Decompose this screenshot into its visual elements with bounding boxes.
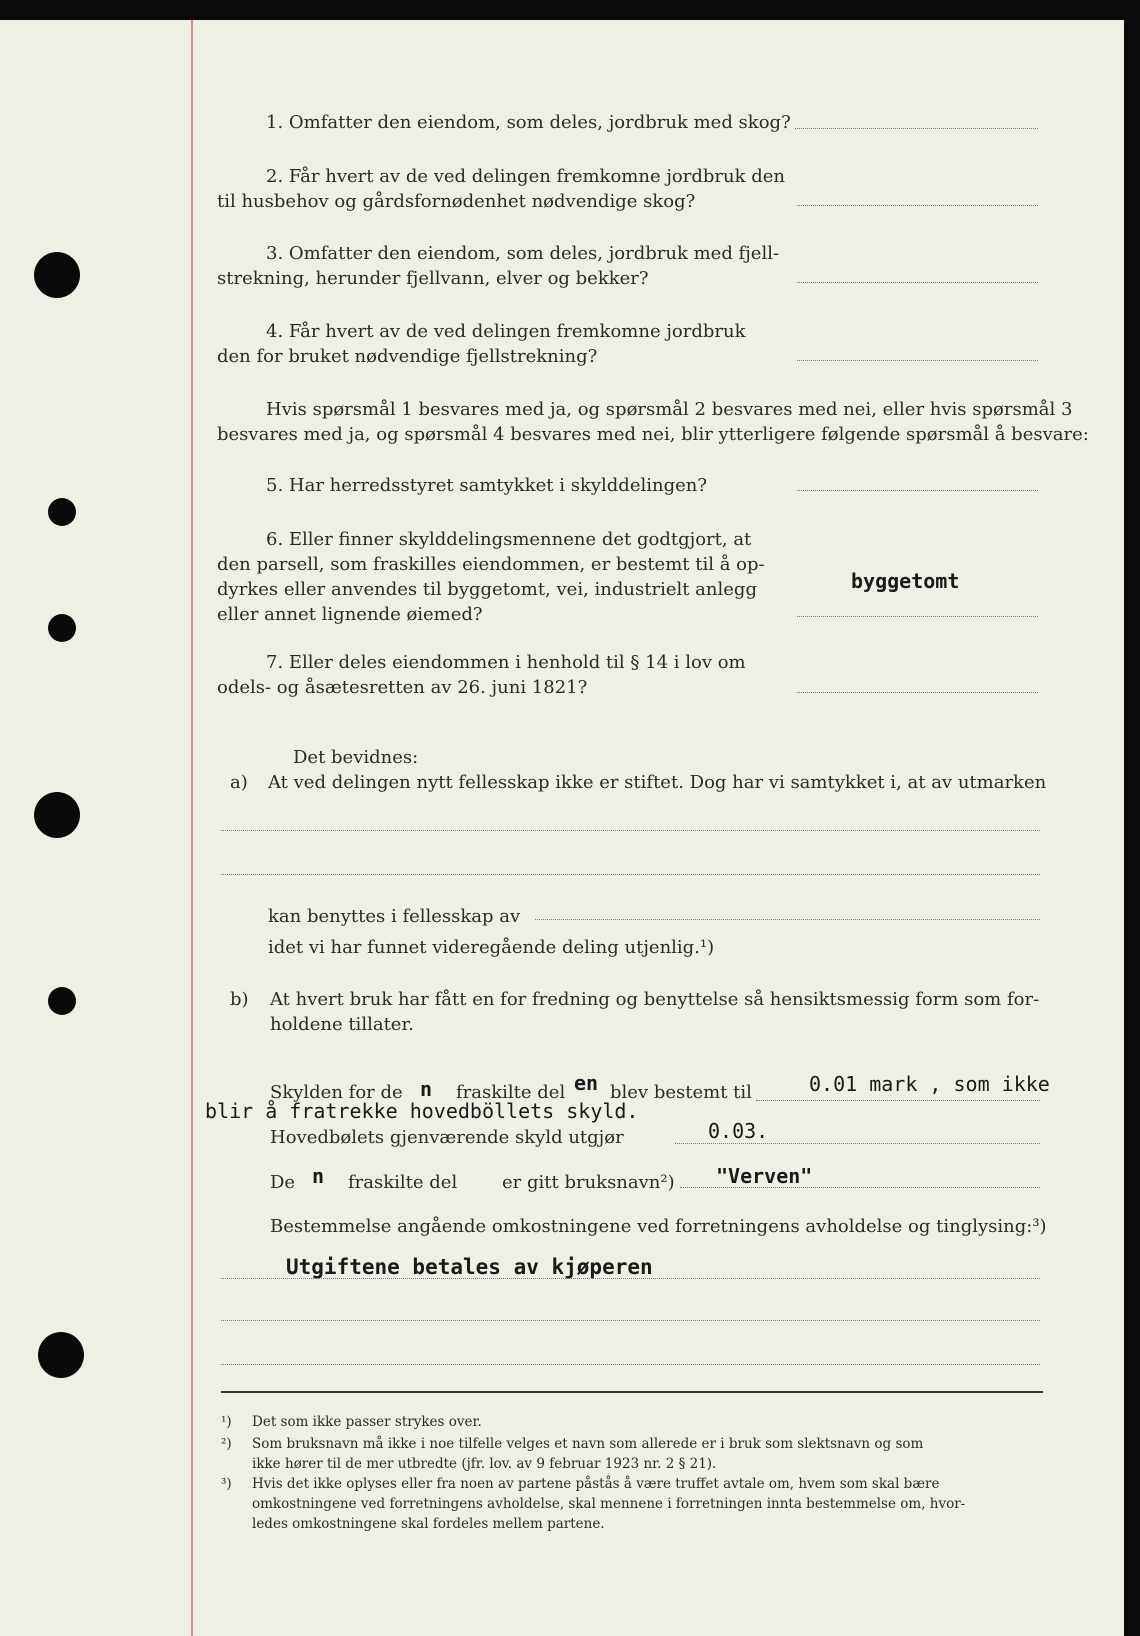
answer-line-2 [797,205,1038,206]
punch-hole [48,614,76,642]
attest-a-reason: idet vi har funnet videregående deling utjenlig.¹) [268,937,715,958]
footnote-2-line-1: Som bruksnavn må ikke i noe tilfelle velges et navn som allerede er i bruk som slektsnavn og som [252,1436,924,1452]
footnote-3-line-1: Hvis det ikke oplyses eller fra noen av partene påstås å være truffet avtale om, hvem som skal bære [252,1476,940,1492]
attest-b-label: b) [230,989,249,1010]
bruksnavn-typed-n: n [312,1164,325,1188]
skyld-typed-n: n [420,1077,433,1101]
answer-line-7 [797,692,1038,693]
skyld-label-a: Skylden for de [270,1082,403,1103]
punch-hole [38,1332,84,1378]
punch-hole [34,792,80,838]
question-4-line-2: den for bruket nødvendige fjellstrekning? [217,346,598,367]
footnote-mark: ²) [221,1436,232,1452]
bruksnavn-label-b: fraskilte del [348,1172,458,1193]
attest-b-text-1: At hvert bruk har fått en for fredning og benyttelse så hensiktsmessig form som for- [270,989,1040,1010]
footnote-1: Det som ikke passer strykes over. [252,1414,482,1430]
remaining-skyld-value: 0.03. [708,1119,769,1143]
conditional-intro-line-2: besvares med ja, og spørsmål 4 besvares med nei, blir ytterligere følgende spørsmål å besvare: [217,424,1089,445]
footnote-mark: ¹) [221,1414,232,1430]
costs-label: Bestemmelse angående omkostningene ved forretningens avholdelse og tinglysing:³) [270,1216,1047,1237]
question-6-line-4: eller annet lignende øiemed? [217,604,483,625]
answer-line-6 [797,616,1038,617]
margin-line [191,20,193,1636]
question-6-answer: byggetomt [851,569,960,593]
question-2-line-2: til husbehov og gårdsfornødenhet nødvendige skog? [217,191,696,212]
footnote-separator [221,1391,1043,1393]
skyld-typed-en: en [574,1071,599,1095]
answer-line-1 [795,128,1038,129]
shared-by-line [535,919,1040,920]
bruksnavn-label-c: er gitt bruksnavn²) [502,1172,675,1193]
question-3-line-1: 3. Omfatter den eiendom, som deles, jordbruk med fjell- [266,243,780,264]
attest-heading: Det bevidnes: [293,747,419,768]
question-7-line-2: odels- og åsætesretten av 26. juni 1821? [217,677,588,698]
remaining-skyld-label: Hovedbølets gjenværende skyld utgjør [270,1127,624,1148]
answer-line-4 [797,360,1038,361]
answer-line-5 [797,490,1038,491]
attest-a-label: a) [230,772,248,793]
attest-a-text: At ved delingen nytt fellesskap ikke er stiftet. Dog har vi samtykket i, at av utmarken [268,772,1047,793]
skyld-label-c: blev bestemt til [610,1082,752,1103]
question-4-line-1: 4. Får hvert av de ved delingen fremkomne jordbruk [266,321,746,342]
question-2-line-1: 2. Får hvert av de ved delingen fremkomne jordbruk den [266,166,785,187]
costs-value: Utgiftene betales av kjøperen [286,1255,653,1279]
question-6-line-1: 6. Eller finner skylddelingsmennene det godtgjort, at [266,529,752,550]
punch-hole [48,987,76,1015]
question-5: 5. Har herredsstyret samtykket i skylddelingen? [266,475,707,496]
footnote-3-line-3: ledes omkostningene skal fordeles mellem partene. [252,1516,605,1532]
costs-line [221,1278,1040,1279]
skyld-value-line [756,1100,1040,1101]
blank-line [221,874,1040,875]
attest-a-shared: kan benyttes i fellesskap av [268,906,521,927]
bruksnavn-label-a: De [270,1172,296,1193]
question-1: 1. Omfatter den eiendom, som deles, jordbruk med skog? [266,112,791,133]
question-6-line-3: dyrkes eller anvendes til byggetomt, vei, industrielt anlegg [217,579,757,600]
conditional-intro-line-1: Hvis spørsmål 1 besvares med ja, og spørsmål 2 besvares med nei, eller hvis spørsmål 3 [266,399,1073,420]
skyld-typed-continuation: blir å fratrekke hovedböllets skyld. [205,1099,639,1123]
skyld-label-b: fraskilte del [456,1082,566,1103]
attest-b-text-2: holdene tillater. [270,1014,414,1035]
blank-line [221,830,1040,831]
question-3-line-2: strekning, herunder fjellvann, elver og bekker? [217,268,649,289]
blank-line [221,1320,1040,1321]
footnote-mark: ³) [221,1476,232,1492]
blank-line [221,1364,1040,1365]
punch-hole [48,498,76,526]
question-7-line-1: 7. Eller deles eiendommen i henhold til § 14 i lov om [266,652,746,673]
footnote-2-line-2: ikke hører til de mer utbredte (jfr. lov. av 9 februar 1923 nr. 2 § 21). [252,1456,717,1472]
bruksnavn-value: "Verven" [716,1164,813,1188]
answer-line-3 [797,282,1038,283]
punch-hole [34,252,80,298]
footnote-3-line-2: omkostningene ved forretningens avholdelse, skal mennene i forretningen innta bestemmelse om, hvor- [252,1496,966,1512]
skyld-typed-value: 0.01 mark , som ikke [809,1072,1050,1096]
question-6-line-2: den parsell, som fraskilles eiendommen, er bestemt til å op- [217,554,765,575]
